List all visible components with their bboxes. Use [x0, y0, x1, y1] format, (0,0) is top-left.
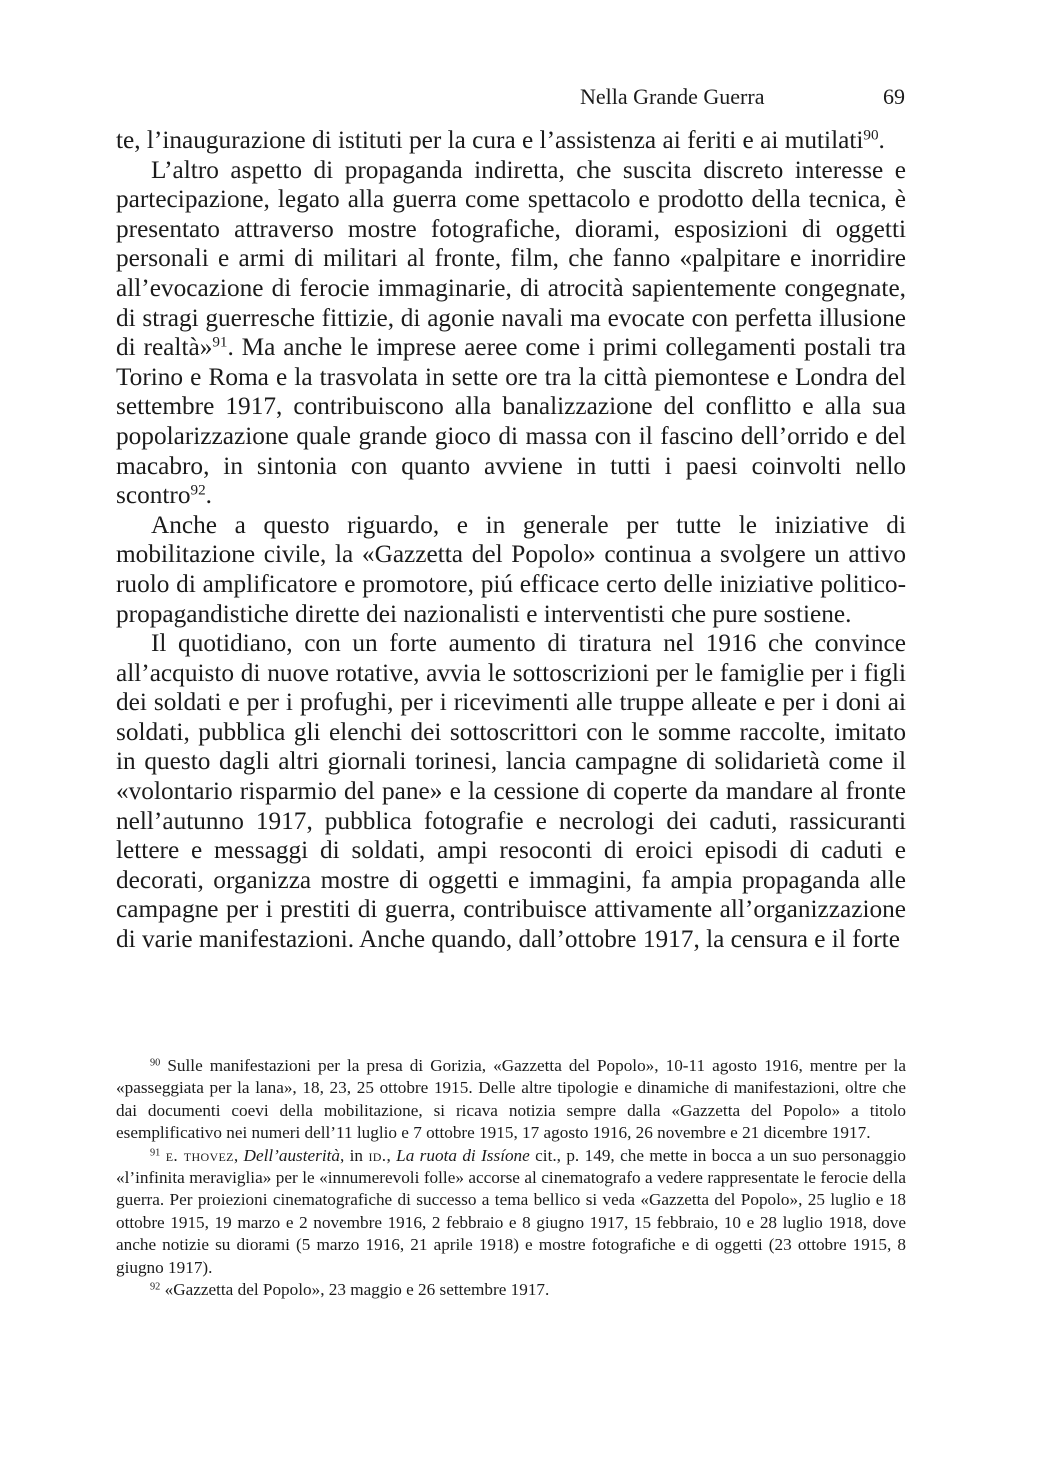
- paragraph-2-text-a: L’altro aspetto di propaganda indiretta, che suscita discreto interesse e partecipazione, legato alla guerra come spettacolo e prodotto della tecnica, è presentato attraverso mostre fotografiche, diorami, esposizioni di oggetti personali e armi di militari al fronte, film, che fanno «palpitare e inorridire all’evocazione di ferocie immaginarie, di atrocità sapientemente congegnate, di stragi guerresche fittizie, di agonie navali ma evocate con perfetta illusione di realtà»: [116, 155, 906, 362]
- footnote-text: «Gazzetta del Popolo», 23 maggio e 26 settembre 1917.: [164, 1280, 550, 1300]
- body-text: [116, 126, 906, 955]
- footnote-92: [116, 1279, 906, 1301]
- footnote-work-title: Dell’austerità: [243, 1145, 340, 1165]
- paragraph-1-end: .: [878, 126, 885, 154]
- running-title: Nella Grande Guerra: [580, 84, 765, 109]
- footnote-work-title-2: La ruota di Issíone: [396, 1145, 530, 1165]
- footnote-number: 91: [150, 1146, 161, 1158]
- footnote-ibid: id.: [368, 1145, 387, 1165]
- note-ref-92: 92: [190, 481, 206, 499]
- paragraph-4: Il quotidiano, con un forte aumento di tiratura nel 1916 che convince all’acquisto di nuove rotative, avvia le sottoscrizioni per le famiglie per i figli dei soldati e per i profughi, per i ricevimenti alle truppe alleate e per i doni ai soldati, pubblica gli elenchi dei sottoscrittori con le somme raccolte, imitato in questo dagli altri giornali torinesi, lancia campagne di solidarietà come il «volontario risparmio del pane» e la cessione di coperte da mandare al fronte nell’autunno 1917, pubblica fotografie e necrologi dei caduti, rassicuranti lettere e messaggi di soldati, ampi resoconti di eroici episodi di caduti e decorati, organizza mostre di oggetti e immagini, fa ampia propaganda alle campagne per i prestiti di guerra, contribuisce attivamente all’organizzazione di varie manifestazioni. Anche quando, dall’ottobre 1917, la censura e il forte: [116, 629, 906, 954]
- footnote-text: Sulle manifestazioni per la presa di Gorizia, «Gazzetta del Popolo», 10-11 agosto 1916, mentre per la «passeggiata per la lana», 18, 23, 25 ottobre 1915. Delle altre tipologie e dinamiche di manifestazioni, oltre che dai documenti coevi della mobilitazione, si ricava notizia sempre dalla «Gazzetta del Popolo» a titolo esemplificativo nei numeri dell’11 luglio e 7 ottobre 1915, 17 agosto 1916, 26 novembre e 21 dicembre 1917.: [116, 1056, 906, 1143]
- paragraph-1: [116, 126, 906, 156]
- footnote-sep: ,: [386, 1145, 397, 1165]
- footnote-number: 92: [150, 1281, 161, 1293]
- paragraph-1-text: te, l’inaugurazione di istituti per la cura e l’assistenza ai feriti e ai mutilati: [116, 126, 864, 154]
- paragraph-2-end: .: [205, 481, 212, 510]
- footnote-in: , in: [339, 1145, 369, 1165]
- footnote-91: $^{91}$ e. thovez, Dell’austerità, in id., La ruota di Issíone cit., p. 149, che mette in bocca a un suo personaggio «l’infinita meraviglia» per le «innumerevoli folle» accorse al cinematografo a vedere rappresentate le ferocie della guerra. Per proiezioni cinematografiche di successo a tema bellico si veda «Gazzetta del Popolo», 25 luglio e 18 ottobre 1915, 19 marzo e 2 novembre 1916, 2 febbraio e 8 giugno 1917, 15 febbraio, 10 e 28 luglio 1918, dove anche notizie su diorami (5 marzo 1916, 21 aprile 1918) e mostre fotografiche e di oggetti (23 ottobre 1915, 8 giugno 1917).: [116, 1145, 907, 1277]
- footnote-text: cit., p. 149, che mette in bocca a un suo personaggio «l’infinita meraviglia» per le «innumerevoli folle» accorse al cinematografo a vedere rappresentate le ferocie della guerra. Per proiezioni cinematografiche di successo a tema bellico si veda «Gazzetta del Popolo», 25 luglio e 18 ottobre 1915, 19 marzo e 2 novembre 1916, 2 febbraio e 8 giugno 1917, 15 febbraio, 10 e 28 luglio 1918, dove anche notizie su diorami (5 marzo 1916, 21 aprile 1918) e mostre fotografiche e di oggetti (23 ottobre 1915, 8 giugno 1917).: [116, 1145, 907, 1277]
- paragraph-3: Anche a questo riguardo, e in generale per tutte le iniziative di mobilitazione civile, la «Gazzetta del Popolo» continua a svolgere un attivo ruolo di amplificatore e promotore, piú efficace certo delle iniziative politico-propagandistiche dirette dei nazionalisti e interventisti che pure sostiene.: [116, 510, 906, 628]
- footnote-author: e. thovez: [165, 1145, 234, 1165]
- footnote-number: 90: [150, 1057, 161, 1069]
- page-number: 69: [883, 84, 905, 109]
- footnotes: [116, 1055, 906, 1301]
- note-ref-91: 91: [212, 333, 228, 351]
- footnote-90: [116, 1055, 906, 1145]
- note-ref-90: 90: [863, 126, 879, 144]
- paragraph-2-text-b: . Ma anche le imprese aeree come i primi collegamenti postali tra Torino e Roma e la trasvolata in sette ore tra la città piemontese e Londra del settembre 1917, contribuiscono alla banalizzazione del conflitto e alla sua popolarizzazione quale grande gioco di massa con il fascino dell’orrido e del macabro, in sintonia con quanto avviene in tutti i paesi coinvolti nello scontro: [116, 333, 906, 510]
- paragraph-2: [116, 156, 906, 511]
